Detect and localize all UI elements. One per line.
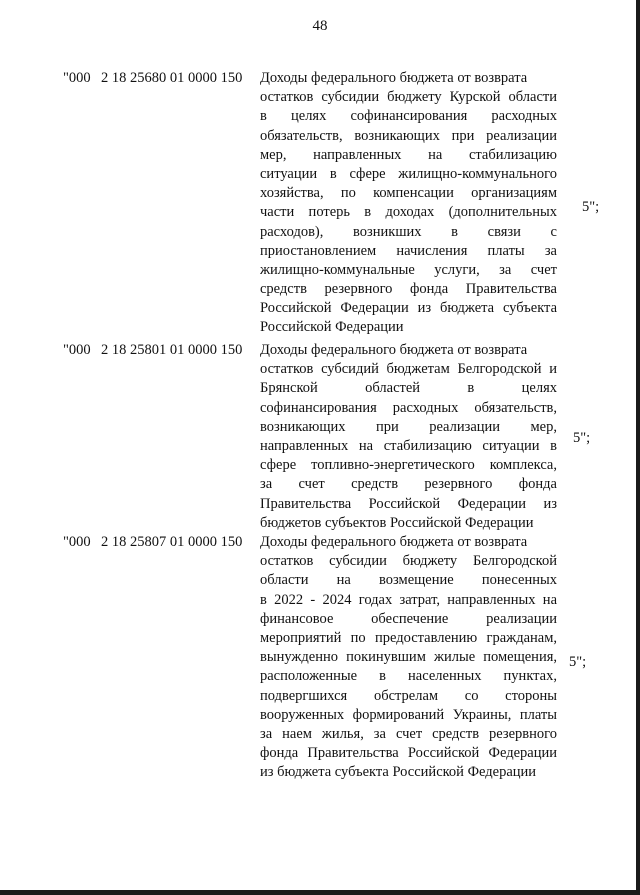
description-line: софинансирования расходных обязательств, [260,399,557,416]
description-line: Доходы федерального бюджета от возврата [260,342,528,358]
description-line: направленных на стабилизацию ситуации в [260,437,557,454]
description-line: фонда Правительства Российской Федерации [260,745,557,762]
row-description [260,341,557,533]
description-line: в 2022 - 2024 годах затрат, направленных на [260,591,557,608]
admin-code: "000 [63,342,91,358]
description-line: сфере топливно-энергетического комплекса, [260,457,557,474]
description-line: мер, направленных на стабилизацию [260,146,557,163]
description-line: вооруженных формирований Украины, платы [260,706,557,723]
scan-edge-right [636,0,640,895]
description-line: Доходы федерального бюджета от возврата [260,534,528,550]
description-line: части потерь в доходах (дополнительных [260,204,557,221]
description-line: Брянской областей в целях [260,380,557,397]
description-line: мероприятий по предоставлению гражданам, [260,629,557,646]
description-line: остатков субсидии бюджету Курской области [260,89,557,106]
description-line: Российской Федерации из бюджета субъекта [260,300,557,317]
description-line: ситуации в сфере жилищно-коммунального [260,165,557,182]
admin-code: "000 [63,534,91,550]
description-line: за наем жилья, за счет средств резервного [260,725,557,742]
description-line: обязательств, возникающих при реализации [260,127,557,144]
description-line: области на возмещение понесенных [260,572,557,589]
classification-code [63,69,242,88]
row-description [260,533,557,782]
description-line: расположенные в населенных пунктах, [260,668,557,685]
description-line: финансовое обеспечение реализации [260,610,557,627]
description-line: приостановлением начисления платы за [260,242,557,259]
description-line: Российской Федерации [260,319,404,336]
amount-value: 5"; [573,430,591,446]
description-line: из бюджета субъекта Российской Федерации [260,764,537,781]
budget-code: 2 18 25801 01 0000 150 [101,342,243,358]
description-line: Доходы федерального бюджета от возврата [260,70,528,86]
description-line: вынужденно покинувшим жилые помещения, [260,649,557,666]
budget-code: 2 18 25807 01 0000 150 [101,534,243,550]
budget-code: 2 18 25680 01 0000 150 [101,70,243,86]
page-number: 48 [312,18,328,34]
description-line: Правительства Российской Федерации из [260,495,557,512]
description-line: остатков субсидий бюджетам Белгородской и [260,361,557,378]
row-description [260,69,557,338]
description-line: остатков субсидии бюджету Белгородской [260,553,557,570]
amount-value: 5"; [569,654,587,670]
description-line: бюджетов субъектов Российской Федерации [260,514,534,531]
description-line: жилищно-коммунальные услуги, за счет [260,261,557,278]
classification-code [63,341,242,360]
admin-code: "000 [63,70,91,86]
scan-edge-bottom [0,890,640,895]
description-line: подвергшихся обстрелам со стороны [260,687,557,704]
description-line: возникающих при реализации мер, [260,418,557,435]
description-line: хозяйства, по компенсации организациям [260,185,557,202]
classification-code [63,533,242,552]
amount-value: 5"; [582,199,600,215]
description-line: расходов), возникших в связи с [260,223,557,240]
description-line: за счет средств резервного фонда [260,476,557,493]
description-line: в целях софинансирования расходных [260,108,557,125]
description-line: средств резервного фонда Правительства [260,281,557,298]
